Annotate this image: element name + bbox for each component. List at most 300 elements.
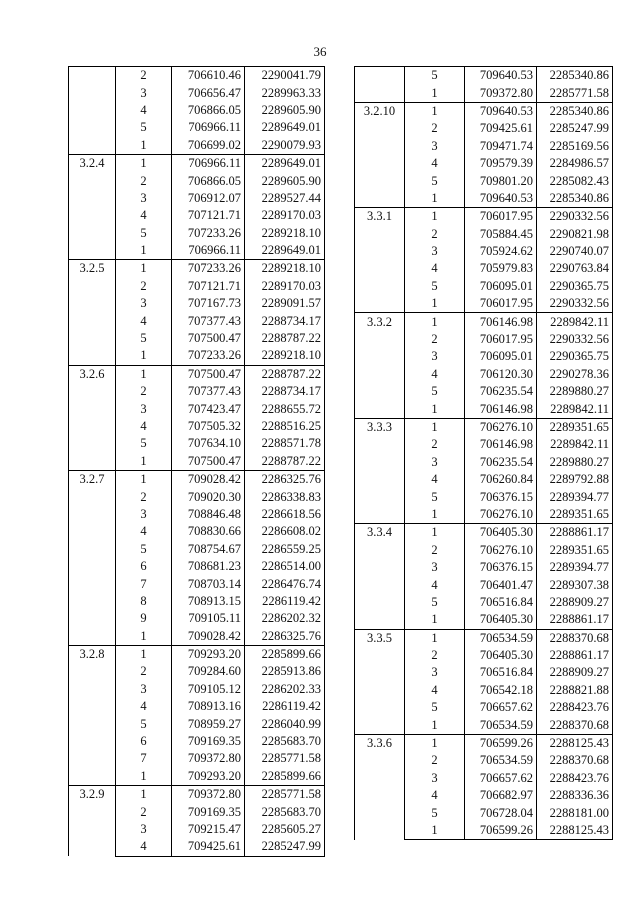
section-cell: [69, 453, 116, 471]
section-cell: [69, 733, 116, 750]
x-coordinate-cell: 706516.84: [465, 594, 537, 611]
x-coordinate-cell: 706966.11: [172, 119, 245, 136]
section-cell: [69, 715, 116, 732]
x-coordinate-cell: 708913.16: [172, 698, 245, 715]
x-coordinate-cell: 706401.47: [465, 576, 537, 593]
point-number-cell: 1: [116, 470, 172, 488]
point-number-cell: 4: [116, 207, 172, 224]
coordinates-table-left: [68, 66, 325, 857]
point-number-cell: 4: [405, 471, 465, 488]
x-coordinate-cell: 706656.47: [172, 84, 245, 101]
x-coordinate-cell: 709169.35: [172, 803, 245, 820]
table-row: [355, 383, 613, 400]
table-row: [69, 119, 325, 136]
x-coordinate-cell: 705924.62: [465, 243, 537, 260]
table-row: [69, 541, 325, 558]
point-number-cell: 4: [116, 698, 172, 715]
section-cell: [355, 295, 405, 313]
x-coordinate-cell: 707500.47: [172, 330, 245, 347]
y-coordinate-cell: 2286338.83: [245, 488, 325, 505]
point-number-cell: 3: [405, 559, 465, 576]
table-row: [69, 506, 325, 523]
y-coordinate-cell: 2289091.57: [245, 295, 325, 312]
y-coordinate-cell: 2288909.27: [537, 594, 613, 611]
point-number-cell: 4: [405, 366, 465, 383]
y-coordinate-cell: 2288821.88: [537, 682, 613, 699]
x-coordinate-cell: 709425.61: [465, 120, 537, 137]
y-coordinate-cell: 2288787.22: [245, 365, 325, 383]
x-coordinate-cell: 709471.74: [465, 138, 537, 155]
point-number-cell: 4: [405, 155, 465, 172]
point-number-cell: 1: [116, 768, 172, 786]
section-cell: 3.3.3: [355, 418, 405, 436]
table-row: [355, 524, 613, 542]
x-coordinate-cell: 706534.59: [465, 629, 537, 647]
table-row: [69, 225, 325, 242]
section-cell: 3.3.1: [355, 208, 405, 226]
x-coordinate-cell: 706376.15: [465, 559, 537, 576]
table-row: [355, 664, 613, 681]
section-cell: [355, 383, 405, 400]
table-row: [355, 506, 613, 524]
point-number-cell: 3: [405, 664, 465, 681]
x-coordinate-cell: 706235.54: [465, 454, 537, 471]
x-coordinate-cell: 706534.59: [465, 716, 537, 734]
point-number-cell: 8: [116, 593, 172, 610]
y-coordinate-cell: 2289649.01: [245, 154, 325, 172]
y-coordinate-cell: 2285913.86: [245, 663, 325, 680]
point-number-cell: 2: [116, 67, 172, 85]
point-number-cell: 5: [405, 488, 465, 505]
x-coordinate-cell: 706405.30: [465, 524, 537, 542]
x-coordinate-cell: 706017.95: [465, 295, 537, 313]
y-coordinate-cell: 2285605.27: [245, 821, 325, 838]
table-row: [69, 365, 325, 383]
table-row: [69, 242, 325, 260]
section-cell: [355, 226, 405, 243]
y-coordinate-cell: 2290041.79: [245, 67, 325, 85]
x-coordinate-cell: 709028.42: [172, 470, 245, 488]
y-coordinate-cell: 2289649.01: [245, 119, 325, 136]
x-coordinate-cell: 707500.47: [172, 453, 245, 471]
y-coordinate-cell: 2289792.88: [537, 471, 613, 488]
x-coordinate-cell: 706542.18: [465, 682, 537, 699]
section-cell: [69, 347, 116, 365]
section-cell: [355, 278, 405, 295]
table-row: [355, 804, 613, 821]
point-number-cell: 1: [116, 137, 172, 155]
x-coordinate-cell: 706657.62: [465, 770, 537, 787]
section-cell: [355, 400, 405, 418]
section-cell: [69, 190, 116, 207]
point-number-cell: 3: [116, 400, 172, 417]
coordinates-table-right-body: [355, 67, 613, 840]
y-coordinate-cell: 2288370.68: [537, 716, 613, 734]
y-coordinate-cell: 2288423.76: [537, 699, 613, 716]
table-row: [355, 822, 613, 840]
table-row: [355, 260, 613, 277]
section-cell: 3.3.6: [355, 734, 405, 752]
x-coordinate-cell: 706376.15: [465, 488, 537, 505]
section-cell: [355, 559, 405, 576]
section-cell: [69, 681, 116, 698]
x-coordinate-cell: 706912.07: [172, 190, 245, 207]
x-coordinate-cell: 706276.10: [465, 542, 537, 559]
table-row: [355, 542, 613, 559]
section-cell: [69, 488, 116, 505]
x-coordinate-cell: 707233.26: [172, 260, 245, 278]
y-coordinate-cell: 2288423.76: [537, 770, 613, 787]
table-row: [69, 786, 325, 804]
table-row: [69, 488, 325, 505]
y-coordinate-cell: 2288516.25: [245, 418, 325, 435]
point-number-cell: 6: [116, 558, 172, 575]
y-coordinate-cell: 2289307.38: [537, 576, 613, 593]
x-coordinate-cell: 706405.30: [465, 611, 537, 629]
section-cell: [355, 787, 405, 804]
point-number-cell: 2: [116, 172, 172, 189]
x-coordinate-cell: 709105.12: [172, 681, 245, 698]
y-coordinate-cell: 2288571.78: [245, 435, 325, 452]
x-coordinate-cell: 708959.27: [172, 715, 245, 732]
x-coordinate-cell: 706146.98: [465, 313, 537, 331]
point-number-cell: 3: [116, 295, 172, 312]
y-coordinate-cell: 2284986.57: [537, 155, 613, 172]
section-cell: [69, 84, 116, 101]
table-row: [355, 138, 613, 155]
section-cell: [69, 821, 116, 838]
x-coordinate-cell: 706610.46: [172, 67, 245, 85]
table-row: [69, 84, 325, 101]
table-row: [355, 752, 613, 769]
section-cell: [355, 67, 405, 85]
point-number-cell: 9: [116, 610, 172, 627]
point-number-cell: 1: [116, 242, 172, 260]
table-row: [355, 84, 613, 102]
point-number-cell: 6: [116, 733, 172, 750]
y-coordinate-cell: 2289880.27: [537, 454, 613, 471]
y-coordinate-cell: 2288909.27: [537, 664, 613, 681]
point-number-cell: 3: [405, 770, 465, 787]
section-cell: [69, 330, 116, 347]
table-row: [355, 366, 613, 383]
point-number-cell: 5: [116, 225, 172, 242]
section-cell: 3.2.7: [69, 470, 116, 488]
section-cell: 3.2.10: [355, 102, 405, 120]
table-row: [355, 471, 613, 488]
table-row: [355, 331, 613, 348]
table-row: [69, 102, 325, 119]
table-row: [355, 348, 613, 365]
point-number-cell: 1: [405, 84, 465, 102]
table-row: [69, 330, 325, 347]
x-coordinate-cell: 706017.95: [465, 208, 537, 226]
section-cell: [69, 383, 116, 400]
table-row: [69, 347, 325, 365]
x-coordinate-cell: 709169.35: [172, 733, 245, 750]
table-row: [69, 154, 325, 172]
point-number-cell: 1: [405, 208, 465, 226]
table-row: [69, 628, 325, 646]
section-cell: [69, 435, 116, 452]
x-coordinate-cell: 709284.60: [172, 663, 245, 680]
x-coordinate-cell: 708846.48: [172, 506, 245, 523]
point-number-cell: 1: [116, 453, 172, 471]
x-coordinate-cell: 706095.01: [465, 348, 537, 365]
table-row: [355, 629, 613, 647]
point-number-cell: 3: [116, 681, 172, 698]
point-number-cell: 1: [405, 611, 465, 629]
section-cell: [69, 418, 116, 435]
section-cell: [69, 67, 116, 85]
y-coordinate-cell: 2289170.03: [245, 278, 325, 295]
table-row: [355, 436, 613, 453]
x-coordinate-cell: 706146.98: [465, 400, 537, 418]
table-row: [355, 682, 613, 699]
point-number-cell: 2: [405, 226, 465, 243]
section-cell: [355, 488, 405, 505]
section-cell: [355, 471, 405, 488]
point-number-cell: 1: [116, 786, 172, 804]
y-coordinate-cell: 2288787.22: [245, 330, 325, 347]
section-cell: [69, 663, 116, 680]
y-coordinate-cell: 2286202.32: [245, 610, 325, 627]
table-row: [355, 155, 613, 172]
table-row: [355, 611, 613, 629]
table-row: [355, 488, 613, 505]
y-coordinate-cell: 2285683.70: [245, 803, 325, 820]
section-cell: [355, 506, 405, 524]
section-cell: [355, 647, 405, 664]
y-coordinate-cell: 2285771.58: [537, 84, 613, 102]
point-number-cell: 4: [405, 260, 465, 277]
section-cell: 3.2.5: [69, 260, 116, 278]
table-row: [69, 435, 325, 452]
section-cell: [69, 119, 116, 136]
y-coordinate-cell: 2285247.99: [245, 838, 325, 856]
y-coordinate-cell: 2288655.72: [245, 400, 325, 417]
page-number: 36: [313, 44, 327, 59]
x-coordinate-cell: 709801.20: [465, 172, 537, 189]
table-row: [355, 716, 613, 734]
section-cell: 3.2.6: [69, 365, 116, 383]
x-coordinate-cell: 706966.11: [172, 154, 245, 172]
x-coordinate-cell: 706866.05: [172, 102, 245, 119]
table-row: [69, 207, 325, 224]
y-coordinate-cell: 2286618.56: [245, 506, 325, 523]
section-cell: [69, 768, 116, 786]
x-coordinate-cell: 707233.26: [172, 225, 245, 242]
table-row: [355, 313, 613, 331]
point-number-cell: 1: [405, 629, 465, 647]
table-row: [355, 67, 613, 85]
table-row: [355, 647, 613, 664]
x-coordinate-cell: 706966.11: [172, 242, 245, 260]
y-coordinate-cell: 2288734.17: [245, 383, 325, 400]
x-coordinate-cell: 707121.71: [172, 207, 245, 224]
x-coordinate-cell: 708681.23: [172, 558, 245, 575]
x-coordinate-cell: 709028.42: [172, 628, 245, 646]
y-coordinate-cell: 2289218.10: [245, 260, 325, 278]
y-coordinate-cell: 2289394.77: [537, 488, 613, 505]
table-row: [69, 733, 325, 750]
x-coordinate-cell: 709020.30: [172, 488, 245, 505]
table-row: [69, 295, 325, 312]
table-row: [69, 698, 325, 715]
table-row: [355, 226, 613, 243]
table-row: [355, 418, 613, 436]
table-row: [69, 821, 325, 838]
section-cell: [69, 593, 116, 610]
section-cell: [69, 803, 116, 820]
point-number-cell: 2: [405, 436, 465, 453]
x-coordinate-cell: 706866.05: [172, 172, 245, 189]
section-cell: [355, 752, 405, 769]
y-coordinate-cell: 2288861.17: [537, 647, 613, 664]
point-number-cell: 1: [405, 524, 465, 542]
y-coordinate-cell: 2290332.56: [537, 331, 613, 348]
point-number-cell: 1: [116, 645, 172, 663]
section-cell: [69, 295, 116, 312]
y-coordinate-cell: 2289351.65: [537, 418, 613, 436]
table-row: [69, 137, 325, 155]
point-number-cell: 5: [405, 383, 465, 400]
section-cell: [69, 207, 116, 224]
coordinates-table-right: [354, 66, 613, 840]
table-row: [355, 770, 613, 787]
section-cell: [355, 243, 405, 260]
table-row: [69, 190, 325, 207]
table-row: [355, 594, 613, 611]
x-coordinate-cell: 707121.71: [172, 278, 245, 295]
y-coordinate-cell: 2288370.68: [537, 629, 613, 647]
point-number-cell: 3: [116, 190, 172, 207]
y-coordinate-cell: 2288861.17: [537, 524, 613, 542]
y-coordinate-cell: 2288861.17: [537, 611, 613, 629]
table-row: [69, 715, 325, 732]
table-row: [355, 400, 613, 418]
section-cell: [69, 541, 116, 558]
y-coordinate-cell: 2290821.98: [537, 226, 613, 243]
section-cell: [355, 84, 405, 102]
y-coordinate-cell: 2286476.74: [245, 575, 325, 592]
table-row: [69, 383, 325, 400]
section-cell: [69, 137, 116, 155]
y-coordinate-cell: 2290763.84: [537, 260, 613, 277]
point-number-cell: 2: [405, 647, 465, 664]
point-number-cell: 3: [116, 821, 172, 838]
point-number-cell: 3: [405, 348, 465, 365]
x-coordinate-cell: 705884.45: [465, 226, 537, 243]
point-number-cell: 3: [405, 138, 465, 155]
table-row: [69, 523, 325, 540]
y-coordinate-cell: 2286119.42: [245, 593, 325, 610]
point-number-cell: 7: [116, 750, 172, 767]
x-coordinate-cell: 709425.61: [172, 838, 245, 856]
x-coordinate-cell: 706682.97: [465, 787, 537, 804]
section-cell: [355, 331, 405, 348]
point-number-cell: 1: [116, 628, 172, 646]
y-coordinate-cell: 2289842.11: [537, 400, 613, 418]
point-number-cell: 1: [405, 313, 465, 331]
table-row: [69, 768, 325, 786]
table-row: [355, 243, 613, 260]
y-coordinate-cell: 2285899.66: [245, 645, 325, 663]
x-coordinate-cell: 706599.26: [465, 734, 537, 752]
x-coordinate-cell: 706146.98: [465, 436, 537, 453]
y-coordinate-cell: 2285899.66: [245, 768, 325, 786]
y-coordinate-cell: 2285340.86: [537, 67, 613, 85]
y-coordinate-cell: 2290278.36: [537, 366, 613, 383]
table-row: [69, 400, 325, 417]
x-coordinate-cell: 709215.47: [172, 821, 245, 838]
y-coordinate-cell: 2289605.90: [245, 102, 325, 119]
x-coordinate-cell: 709293.20: [172, 645, 245, 663]
point-number-cell: 2: [116, 803, 172, 820]
coordinates-table-left-body: [69, 67, 325, 857]
section-cell: [69, 558, 116, 575]
y-coordinate-cell: 2290079.93: [245, 137, 325, 155]
point-number-cell: 5: [405, 278, 465, 295]
section-cell: [69, 628, 116, 646]
y-coordinate-cell: 2289170.03: [245, 207, 325, 224]
y-coordinate-cell: 2289963.33: [245, 84, 325, 101]
section-cell: [355, 348, 405, 365]
point-number-cell: 2: [405, 542, 465, 559]
section-cell: [355, 594, 405, 611]
table-row: [69, 558, 325, 575]
x-coordinate-cell: 706657.62: [465, 699, 537, 716]
section-cell: [69, 838, 116, 856]
table-row: [355, 295, 613, 313]
x-coordinate-cell: 706276.10: [465, 418, 537, 436]
x-coordinate-cell: 706599.26: [465, 822, 537, 840]
section-cell: [355, 699, 405, 716]
point-number-cell: 1: [116, 365, 172, 383]
x-coordinate-cell: 707634.10: [172, 435, 245, 452]
section-cell: [355, 155, 405, 172]
table-row: [69, 750, 325, 767]
point-number-cell: 5: [116, 715, 172, 732]
y-coordinate-cell: 2289605.90: [245, 172, 325, 189]
section-cell: [69, 242, 116, 260]
section-cell: [69, 750, 116, 767]
table-row: [69, 645, 325, 663]
table-row: [69, 610, 325, 627]
table-row: [69, 663, 325, 680]
x-coordinate-cell: 707505.32: [172, 418, 245, 435]
section-cell: [355, 664, 405, 681]
table-row: [355, 699, 613, 716]
table-row: [69, 418, 325, 435]
y-coordinate-cell: 2289394.77: [537, 559, 613, 576]
point-number-cell: 4: [116, 312, 172, 329]
section-cell: [355, 542, 405, 559]
table-row: [355, 190, 613, 208]
section-cell: [355, 260, 405, 277]
x-coordinate-cell: 707423.47: [172, 400, 245, 417]
section-cell: [69, 506, 116, 523]
x-coordinate-cell: 709105.11: [172, 610, 245, 627]
table-row: [355, 278, 613, 295]
point-number-cell: 3: [116, 506, 172, 523]
table-row: [69, 470, 325, 488]
y-coordinate-cell: 2288734.17: [245, 312, 325, 329]
point-number-cell: 3: [116, 84, 172, 101]
point-number-cell: 2: [405, 120, 465, 137]
table-row: [355, 172, 613, 189]
y-coordinate-cell: 2288125.43: [537, 822, 613, 840]
